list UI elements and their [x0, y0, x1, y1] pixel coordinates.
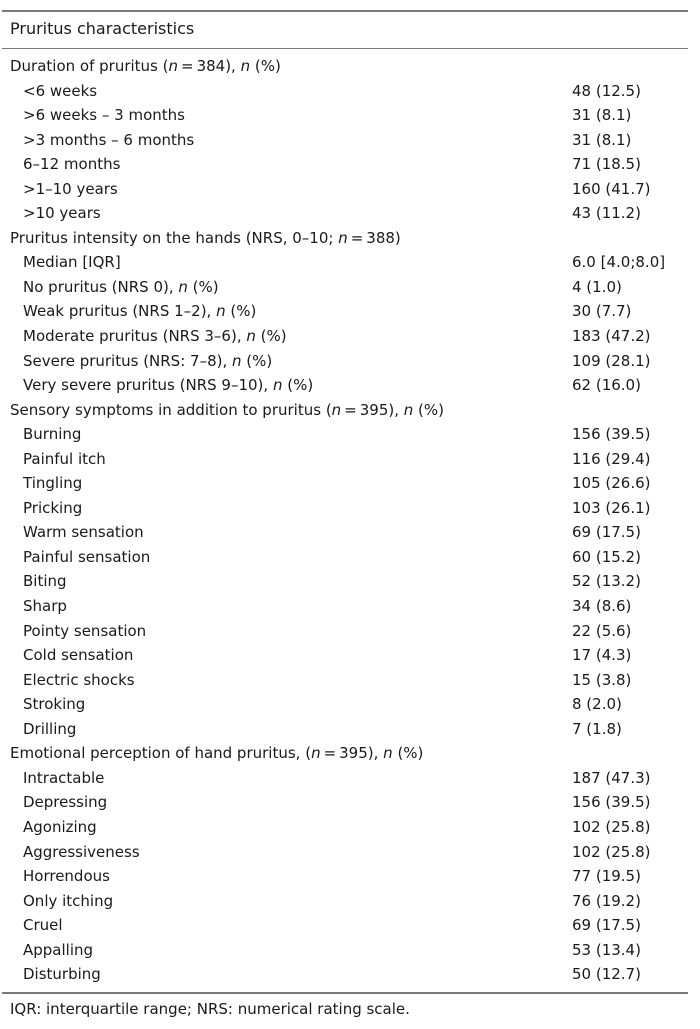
row-label: Agonizing — [23, 817, 97, 836]
section-header-row — [0, 54, 700, 79]
row-value: 69 (17.5) — [572, 916, 641, 935]
row-value: 69 (17.5) — [572, 523, 641, 542]
table-row — [0, 668, 700, 693]
table-body — [0, 54, 700, 987]
row-value: 62 (16.0) — [572, 376, 641, 395]
row-label: Pointy sensation — [23, 621, 147, 640]
row-value: 160 (41.7) — [572, 179, 651, 198]
table-row — [0, 520, 700, 545]
section-title: Duration of pruritus (n = 384), n (%) — [10, 57, 281, 75]
row-label: Aggressiveness — [23, 842, 140, 861]
row-value: 52 (13.2) — [572, 572, 641, 591]
table-row — [0, 594, 700, 619]
row-label: 6–12 months — [23, 155, 121, 174]
table-row — [0, 496, 700, 521]
row-label: Cold sensation — [23, 646, 134, 665]
table-row — [0, 275, 700, 300]
row-label: Depressing — [23, 793, 108, 812]
row-label: >3 months – 6 months — [23, 130, 195, 149]
row-label: Moderate pruritus (NRS 3–6), n (%) — [23, 327, 287, 346]
row-label: >6 weeks – 3 months — [23, 106, 185, 125]
table-row — [0, 913, 700, 938]
row-value: 103 (26.1) — [572, 498, 651, 517]
table-row — [0, 643, 700, 668]
row-label: Burning — [23, 425, 82, 444]
table-row — [0, 324, 700, 349]
table-row — [0, 545, 700, 570]
row-value: 156 (39.5) — [572, 793, 651, 812]
row-label: Severe pruritus (NRS: 7–8), n (%) — [23, 351, 273, 370]
row-label: Pricking — [23, 498, 83, 517]
table-row — [0, 177, 700, 202]
table-footnote: IQR: interquartile range; NRS: numerical rating scale. — [10, 1000, 410, 1018]
table-row — [0, 619, 700, 644]
table-row — [0, 422, 700, 447]
row-value: 8 (2.0) — [572, 695, 622, 714]
row-value: 109 (28.1) — [572, 351, 651, 370]
table-row — [0, 373, 700, 398]
row-label: Painful sensation — [23, 547, 151, 566]
row-label: Painful itch — [23, 449, 106, 468]
row-label: >10 years — [23, 204, 101, 223]
table-row — [0, 569, 700, 594]
table-row — [0, 79, 700, 104]
row-value: 76 (19.2) — [572, 891, 641, 910]
row-value: 6.0 [4.0;8.0] — [572, 253, 666, 272]
table-header-rule — [2, 48, 688, 49]
row-value: 71 (18.5) — [572, 155, 641, 174]
table-row — [0, 447, 700, 472]
table-row — [0, 201, 700, 226]
section-header-row — [0, 741, 700, 766]
row-label: Only itching — [23, 891, 114, 910]
table-row — [0, 766, 700, 791]
table-row — [0, 864, 700, 889]
table-row — [0, 962, 700, 987]
section-header-row — [0, 226, 700, 251]
row-value: 31 (8.1) — [572, 130, 632, 149]
row-label: Sharp — [23, 597, 67, 616]
row-value: 102 (25.8) — [572, 842, 651, 861]
table-row — [0, 299, 700, 324]
row-value: 43 (11.2) — [572, 204, 641, 223]
row-label: Intractable — [23, 768, 105, 787]
section-title: Pruritus intensity on the hands (NRS, 0–10; n = 388) — [10, 228, 401, 247]
row-label: Cruel — [23, 916, 63, 935]
row-value: 116 (29.4) — [572, 449, 651, 468]
table-row — [0, 889, 700, 914]
table-row — [0, 103, 700, 128]
table-row — [0, 152, 700, 177]
section-title: Emotional perception of hand pruritus, (n = 395), n (%) — [10, 744, 424, 763]
table-row — [0, 250, 700, 275]
row-value: 53 (13.4) — [572, 940, 641, 959]
row-value: 77 (19.5) — [572, 867, 641, 886]
row-label: Biting — [23, 572, 67, 591]
row-value: 105 (26.6) — [572, 474, 651, 493]
table-bottom-rule — [2, 992, 688, 994]
row-value: 156 (39.5) — [572, 425, 651, 444]
row-label: Stroking — [23, 695, 86, 714]
row-value: 15 (3.8) — [572, 670, 632, 689]
table-row — [0, 840, 700, 865]
row-value: 22 (5.6) — [572, 621, 632, 640]
table-row — [0, 815, 700, 840]
row-value: 31 (8.1) — [572, 106, 632, 125]
row-label: Appalling — [23, 940, 94, 959]
row-label: >1–10 years — [23, 179, 118, 198]
row-value: 48 (12.5) — [572, 81, 641, 100]
row-value: 17 (4.3) — [572, 646, 632, 665]
row-label: Tingling — [23, 474, 83, 493]
row-value: 183 (47.2) — [572, 327, 651, 346]
table-row — [0, 471, 700, 496]
row-value: 34 (8.6) — [572, 597, 632, 616]
table-row — [0, 128, 700, 153]
section-header-row — [0, 398, 700, 423]
row-label: Horrendous — [23, 867, 110, 886]
row-value: 187 (47.3) — [572, 768, 651, 787]
row-label: No pruritus (NRS 0), n (%) — [23, 277, 219, 296]
row-value: 50 (12.7) — [572, 965, 641, 984]
table-row — [0, 938, 700, 963]
row-label: Disturbing — [23, 965, 101, 984]
row-label: Warm sensation — [23, 523, 144, 542]
table-row — [0, 692, 700, 717]
row-label: Median [IQR] — [23, 253, 121, 272]
row-label: Weak pruritus (NRS 1–2), n (%) — [23, 302, 257, 321]
row-value: 30 (7.7) — [572, 302, 632, 321]
row-value: 4 (1.0) — [572, 277, 622, 296]
row-value: 7 (1.8) — [572, 719, 622, 738]
row-label: Drilling — [23, 719, 77, 738]
table-header: Pruritus characteristics — [10, 19, 195, 38]
table-row — [0, 790, 700, 815]
row-label: <6 weeks — [23, 81, 98, 100]
row-label: Electric shocks — [23, 670, 135, 689]
table-top-rule — [2, 10, 688, 12]
row-value: 102 (25.8) — [572, 817, 651, 836]
row-label: Very severe pruritus (NRS 9–10), n (%) — [23, 376, 314, 395]
row-value: 60 (15.2) — [572, 547, 641, 566]
table-row — [0, 717, 700, 742]
section-title: Sensory symptoms in addition to pruritus (n = 395), n (%) — [10, 400, 445, 419]
table-row — [0, 349, 700, 374]
